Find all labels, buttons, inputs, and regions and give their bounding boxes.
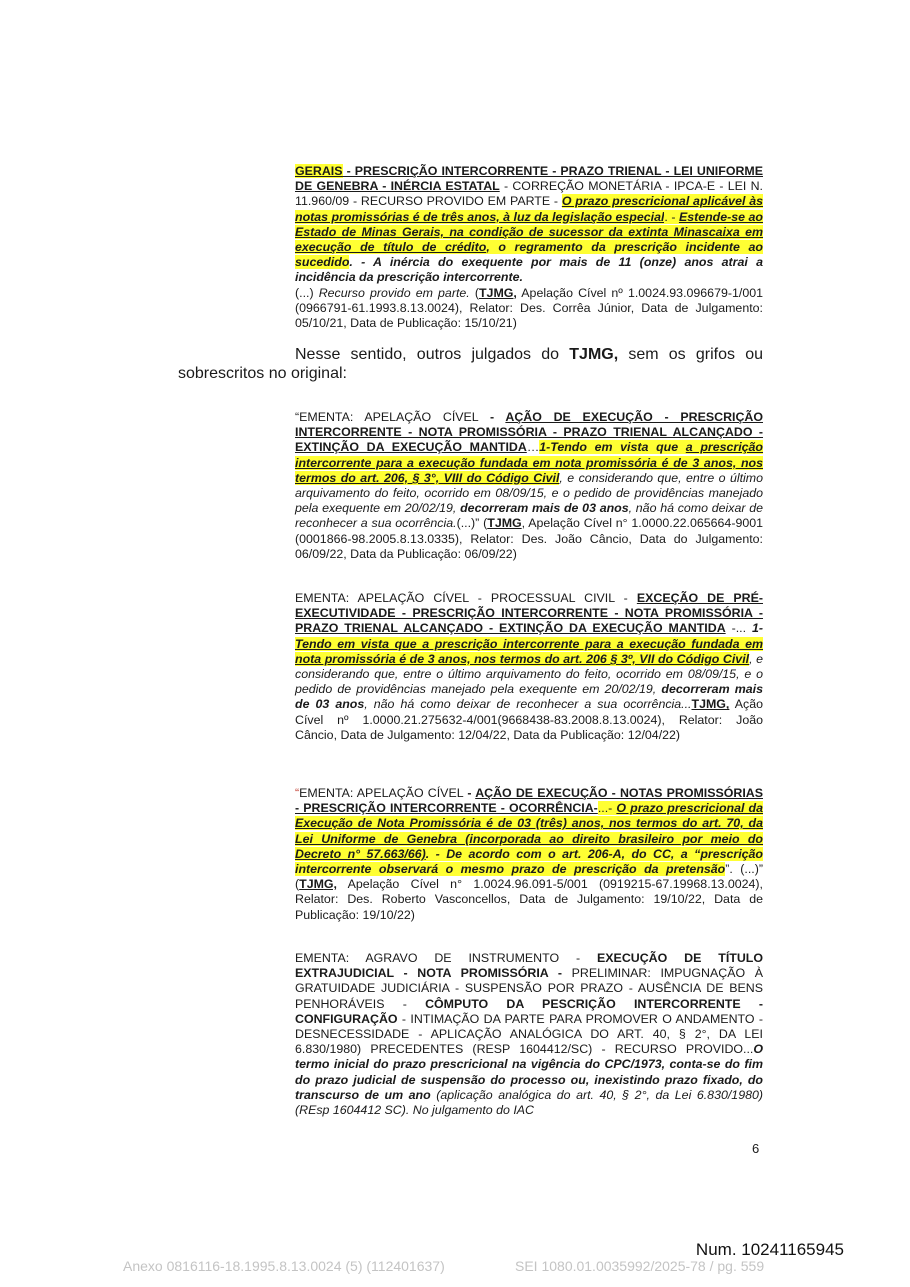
quote-block-tjmg-1 <box>295 164 763 331</box>
bold-italic-text: 1- <box>751 621 763 636</box>
text: “EMENTA: APELAÇÃO CÍVEL <box>295 410 490 424</box>
quote-block-tjmg-4 <box>295 786 763 923</box>
court-abbreviation: TJMG, <box>299 877 338 892</box>
highlighted-text: . - <box>664 209 679 224</box>
intro-paragraph <box>178 345 763 383</box>
text: (...)” ( <box>456 516 488 531</box>
underlined-bold-text: EXCEÇÃO DE PRÉ-EXECUTIVIDADE - PRESCRIÇÃO INTERCORRENTE - NOTA PROMISSÓRIA - PRAZO TRIENAL ALCANÇADO - EXTINÇÃO DA EXECUÇÃO MANTIDA <box>295 591 763 636</box>
text: sem os grifos ou sobrescritos no original: <box>178 346 764 382</box>
text: - <box>467 786 476 800</box>
bold-italic-text: . - A inércia do exequente por mais de 11 (onze) anos atrai a incidência da prescrição intercorrente. <box>295 255 763 285</box>
highlighted-text: . - De acordo com o art. 206-A, do CC, a “prescrição intercorrente observará o mesmo prazo de prescrição da pretensão <box>295 846 763 877</box>
underlined-bold-text: AÇÃO DE EXECUÇÃO - PRESCRIÇÃO INTERCORRENTE - NOTA PROMISSÓRIA - PRAZO TRIENAL ALCANÇADO - EXTINÇÃO DA EXECUÇÃO MANTIDA <box>295 410 763 455</box>
text: - <box>489 410 506 424</box>
highlighted-text: , o regramento da prescrição incidente ao sucedido <box>295 240 763 270</box>
court-abbreviation: TJMG <box>487 516 522 531</box>
citation-text: Apelação Cível n° 1.0024.96.091-5/001 (0919215-67.19968.13.0024), Relator: Des. Roberto Vasconcellos, Data de Julgamento: 19/10/22, Data de Publicação: 19/10/22) <box>295 877 763 922</box>
highlighted-text: O prazo prescricional da Execução de Nota Promissória é de 03 (três) anos, nos termos do art. 70, da Lei Uniforme de Genebra (incorporada ao direito brasileiro por meio do Decreto n° 57.663/66) <box>295 801 763 861</box>
highlighted-text: Tendo em vista que a prescrição intercorrente para a execução fundada em nota promissória é de 3 anos, nos termos do art. 206 § 3º, VII do Código Civil <box>295 636 763 666</box>
italic-text: , e considerando que, entre o último arquivamento do feito, ocorrido em 08/09/15, e o pedido de providências manejado pela exequente em 20/02/19, <box>295 651 763 697</box>
footer-sei-reference: SEI 1080.01.0035992/2025-78 / pg. 559 <box>515 1258 765 1274</box>
italic-text: , não há como deixar de reconhecer a sua ocorrência... <box>364 697 692 712</box>
text: ( <box>469 285 479 300</box>
highlighted-text: a prescrição intercorrente para a execução fundada em nota promissória é de 3 anos, nos termos do art. 206, § 3°, VIII do Código Civil <box>295 440 764 485</box>
quote-block-tjmg-3 <box>295 591 763 743</box>
citation-text: , Apelação Cível n° 1.0000.22.065664-9001 (0001866-98.2005.8.13.0335), Relator: Des. João Câncio, Data do Julgamento: 06/09/22, Data da Publicação: 06/09/22) <box>295 516 764 561</box>
footer-annex-reference: Anexo 0816116-18.1995.8.13.0024 (5) (112401637) <box>123 1258 445 1274</box>
text: PRELIMINAR: IMPUGNAÇÃO À GRATUIDADE JUDICIÁRIA - SUSPENSÃO POR PRAZO - AUSÊNCIA DE BENS PENHORÁVEIS - <box>295 966 764 1011</box>
citation-text: Ação Cível nº 1.0000.21.275632-4/001(9668438-83.2008.8.13.0024), Relator: João Câncio, Data de Julgamento: 12/04/22, Data da Publicação: 12/04/22) <box>295 697 763 742</box>
quote-block-tjmg-5 <box>295 951 763 1118</box>
text: EMENTA: APELAÇÃO CÍVEL - PROCESSUAL CIVIL - <box>295 591 637 605</box>
underlined-bold-text: - PRESCRIÇÃO INTERCORRENTE - PRAZO TRIENAL - LEI UNIFORME DE GENEBRA - INÉRCIA ESTATAL <box>295 164 763 194</box>
court-abbreviation: TJMG, <box>691 697 730 712</box>
bold-text: CÔMPUTO DA PESCRIÇÃO INTERCORRENTE - CONFIGURAÇÃO <box>295 996 763 1026</box>
text: (...) <box>295 285 319 300</box>
text: - CORREÇÃO MONETÁRIA - IPCA-E - LEI N. 11.960/09 - RECURSO PROVIDO EM PARTE - <box>295 179 763 209</box>
bold-text: EXECUÇÃO DE TÍTULO EXTRAJUDICIAL - NOTA PROMISSÓRIA - <box>295 951 763 981</box>
quote-block-tjmg-2 <box>295 410 763 562</box>
italic-text: Recurso provido em parte. <box>318 285 470 300</box>
court-abbreviation: TJMG, <box>478 285 517 300</box>
bold-italic-text: decorreram mais de 03 anos <box>460 501 629 516</box>
highlighted-text: O prazo prescricional aplicável às notas promissórias é de três anos, à luz da legislação especial <box>295 194 763 224</box>
bold-italic-text: decorreram mais de 03 anos <box>295 682 763 712</box>
text: “ <box>295 786 300 800</box>
underlined-bold-text: AÇÃO DE EXECUÇÃO - NOTAS PROMISSÓRIAS - PRESCRIÇÃO INTERCORRENTE - OCORRÊNCIA- <box>295 786 763 816</box>
citation-text: Apelação Cível nº 1.0024.93.096679-1/001 (0966791-61.1993.8.13.0024), Relator: Des. Corrêa Júnior, Data de Julgamento: 05/10/21, Data de Publicação: 15/10/21) <box>295 285 763 331</box>
court-abbreviation: TJMG, <box>569 346 619 363</box>
text: Nesse sentido, outros julgados do <box>295 346 570 363</box>
page-number: 6 <box>752 1141 760 1156</box>
text: ”. (...)” ( <box>295 862 763 892</box>
text: - INTIMAÇÃO DA PARTE PARA PROMOVER O ANDAMENTO - DESNECESSIDADE - APLICAÇÃO ANALÓGICA DO ART. 40, § 2°, DA LEI 6.830/1980) PRECEDENTES (RESP 1604412/SC) - RECURSO PROVIDO... <box>295 1011 763 1057</box>
text: -... <box>725 621 752 636</box>
text: EMENTA: APELAÇÃO CÍVEL <box>299 786 468 800</box>
italic-text: , e considerando que, entre o último arquivamento do feito, ocorrido em 08/09/15, e o pedido de providências manejado pela exequente em 20/02/19, <box>295 470 763 516</box>
highlighted-text: ...- <box>597 801 617 816</box>
text: … <box>526 440 540 455</box>
bold-italic-text: O termo inicial do prazo prescricional na vigência do CPC/1973, conta-se do fim do prazo judicial de suspensão do processo ou, inexistindo prazo fixado, do transcurso de um ano <box>295 1042 763 1102</box>
highlighted-text: 1-Tendo em vista que <box>539 440 686 455</box>
text: EMENTA: AGRAVO DE INSTRUMENTO - <box>295 951 598 965</box>
document-number-stamp: Num. 10241165945 <box>695 1240 844 1259</box>
highlighted-text: Estende-se ao Estado de Minas Gerais, na condição de sucessor da extinta Minascaixa em execução de título de crédito <box>295 209 763 255</box>
highlighted-text: GERAIS <box>295 164 343 178</box>
italic-text: , não há como deixar de reconhecer a sua ocorrência. <box>295 501 763 531</box>
italic-text: (aplicação analógica do art. 40, § 2°, da Lei 6.830/1980) (REsp 1604412 SC). No julgamento do IAC <box>295 1087 763 1118</box>
